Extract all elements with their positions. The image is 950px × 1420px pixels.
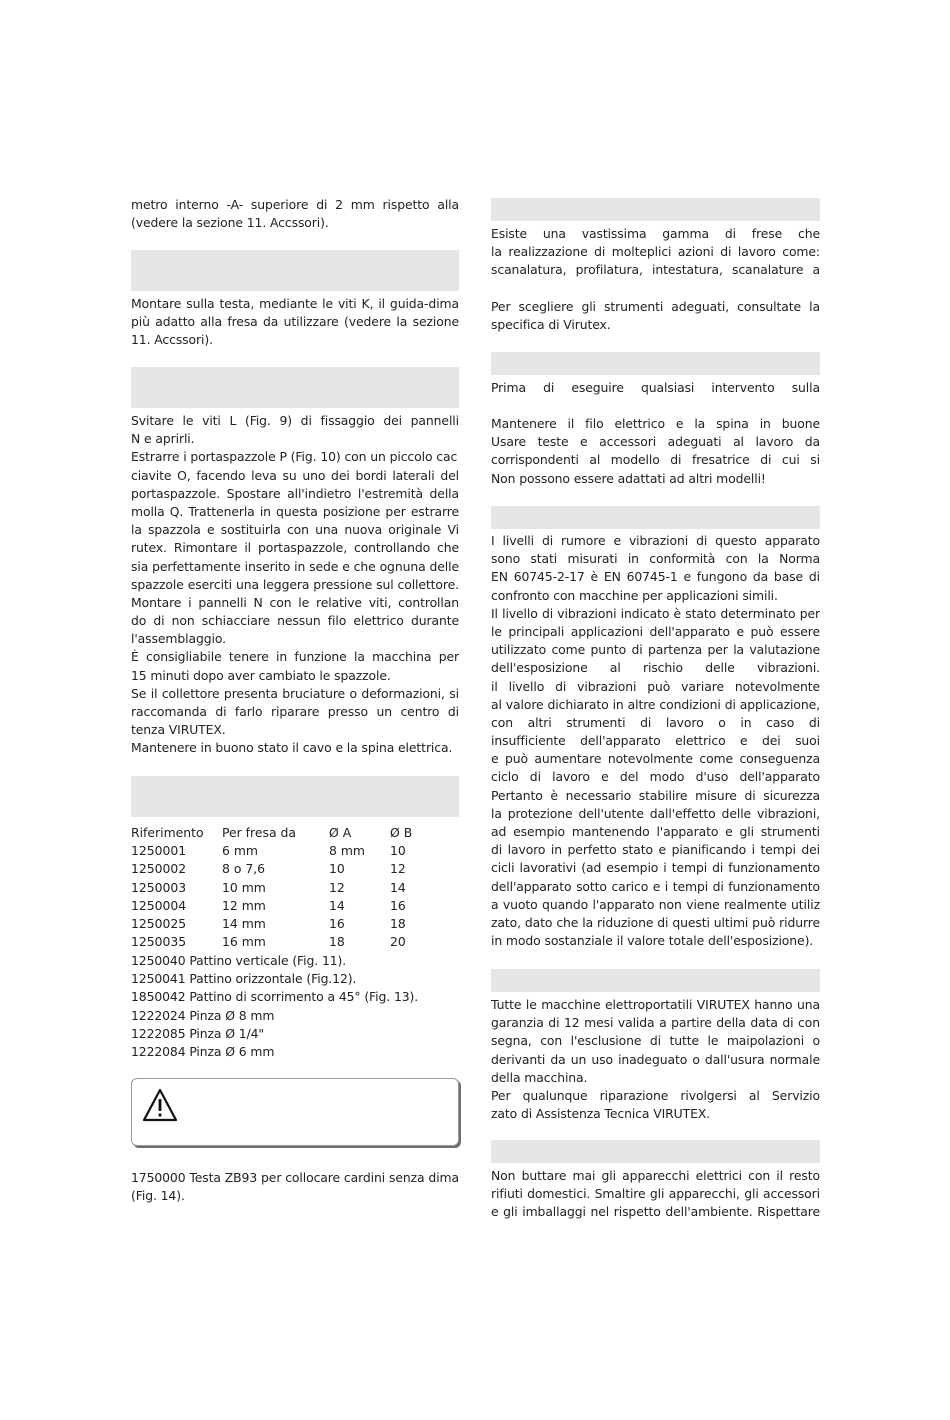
disposal-paragraph [491, 1167, 820, 1222]
section-header-bar [491, 1140, 820, 1163]
text-line: dell'esposizione al rischio delle vibrazioni. [491, 660, 820, 676]
table-cell: 1250004 [131, 897, 187, 913]
text-line: e può aumentare notevolmente come conseguenza [491, 751, 820, 767]
text-line: confronto con macchine per applicazioni simili. [491, 587, 778, 603]
text-line: Mantenere il filo elettrico e la spina in buone [491, 416, 820, 431]
section-header-bar [491, 352, 820, 375]
table-cell: 14 mm [222, 915, 266, 931]
text-line: Montare sulla testa, mediante le viti K, il guida-dima [131, 296, 459, 311]
text-line: la realizzazione di molteplici azioni di lavoro come: [491, 244, 820, 260]
text-line: zato di Assistenza Tecnica VIRUTEX. [491, 1106, 711, 1122]
text-line: corrispondenti al modello di fresatrice di cui si [491, 452, 820, 468]
text-line: N e aprirli. [131, 431, 195, 447]
text-line: e gli imballaggi nel rispetto dell'ambiente. Rispettare [491, 1204, 820, 1220]
text-line: sia perfettamente inserito in sede e che ognuna delle [131, 558, 459, 574]
text-line: 15 minuti dopo aver cambiato le spazzole. [131, 667, 391, 683]
noise-paragraph [491, 532, 820, 950]
brushes-paragraph [131, 412, 459, 758]
text-line: con altri strumenti di lavoro o in caso di [491, 714, 820, 730]
table-cell: 1250003 [131, 879, 187, 895]
list-item: 1250040 Pattino verticale (Fig. 11). [131, 953, 347, 968]
text-line: Pertanto è necessario stabilire misure di sicurezza [491, 787, 820, 803]
warranty-paragraph [491, 996, 820, 1123]
list-item: 1222084 Pinza Ø 6 mm [131, 1043, 275, 1059]
column-header: Ø A [329, 825, 352, 840]
section-header-bar [491, 969, 820, 992]
column-header: Ø B [390, 825, 413, 840]
table-cell: 8 o 7,6 [222, 861, 266, 877]
text-line: molla Q. Trattenerla in questa posizione per estrarre [131, 503, 459, 519]
text-line: È consigliabile tenere in funzione la macchina per [131, 649, 459, 665]
text-line: tenza VIRUTEX. [131, 722, 226, 738]
table-cell: 14 [329, 897, 345, 913]
head-paragraph [131, 1169, 459, 1205]
text-line: Per qualunque riparazione rivolgersi al Servizio [491, 1087, 820, 1103]
table-cell: 16 mm [222, 934, 266, 950]
text-line: specifica di Virutex. [491, 317, 611, 333]
section-header-bar [131, 367, 459, 408]
text-line: (Fig. 14). [131, 1188, 185, 1204]
text-line: garanzia di 12 mesi valida a partire della data di con [491, 1015, 820, 1031]
text-line: portaspazzole. Spostare all'indietro l'estremità della [131, 485, 459, 501]
text-line: Mantenere in buono stato il cavo e la spina elettrica. [131, 740, 453, 756]
section-header-bar [491, 198, 820, 221]
table-row [131, 879, 459, 897]
text-line: Esiste una vastissima gamma di frese che [491, 226, 820, 241]
section-header-bar [491, 506, 820, 529]
text-line: segna, con l'esclusione di tutte le maipolazioni o [491, 1033, 820, 1049]
table-cell: 20 [390, 934, 406, 950]
text-line: raccomanda di farlo riparare presso un centro di [131, 704, 459, 719]
table-cell: 18 [329, 934, 345, 950]
table-cell: 12 mm [222, 897, 266, 913]
table-cell: 1250035 [131, 934, 187, 950]
text-line: Non buttare mai gli apparecchi elettrici con il resto [491, 1168, 820, 1183]
text-line: utilizzato come punto di partenza per la valutazione [491, 642, 820, 658]
table-row [131, 933, 459, 951]
table-row [131, 842, 459, 860]
text-line: spazzole eserciti una leggera pressione sul collettore. [131, 576, 459, 592]
table-cell: 1250025 [131, 915, 187, 931]
text-line: dell'apparato sotto carico e i tempi di funzionamento [491, 878, 820, 894]
text-line: rifiuti domestici. Smaltire gli apparecchi, gli accessori [491, 1186, 820, 1202]
accessories-list [131, 952, 459, 1061]
text-line: di lavoro in perfetto stato e pianificando i tempi dei [491, 842, 820, 858]
table-row [131, 860, 459, 878]
cutters-paragraph-2 [491, 298, 820, 334]
table-cell: 10 mm [222, 879, 266, 895]
text-line: Usare teste e accessori adeguati al lavoro da [491, 434, 820, 450]
text-line: cicli lavorativi (ad esempio i tempi di funzionamento [491, 860, 820, 876]
list-item: 1222024 Pinza Ø 8 mm [131, 1007, 275, 1023]
section-header-bar [131, 776, 459, 817]
text-line: 11. Accssori). [131, 332, 213, 348]
text-line: la spazzola e sostituirla con una nuova originale Vi [131, 522, 459, 538]
table-cell: 10 [390, 843, 406, 859]
text-line: Il livello di vibrazioni indicato è stato determinato per [491, 605, 820, 621]
table-cell: 6 mm [222, 843, 258, 859]
text-line: EN 60745-2-17 è EN 60745-1 e fungono da base di [491, 569, 820, 585]
section-header-bar [131, 250, 459, 291]
text-line: I livelli di rumore e vibrazioni di questo apparato [491, 533, 820, 548]
text-line: 1750000 Testa ZB93 per collocare cardini senza dima [131, 1170, 459, 1185]
list-item: 1850042 Pattino di scorrimento a 45° (Fig. 13). [131, 989, 419, 1005]
text-line: ciclo di lavoro e del modo d'uso dell'apparato [491, 769, 820, 785]
table-cell: 10 [329, 861, 345, 877]
text-line: la protezione dell'utente dall'effetto delle vibrazioni, [491, 805, 820, 821]
table-cell: 1250001 [131, 843, 187, 859]
maintenance-paragraph-2 [491, 415, 820, 488]
table-row [131, 897, 459, 915]
text-line: insufficiente dell'apparato elettrico e dei suoi [491, 733, 820, 749]
table-cell: 18 [390, 915, 406, 931]
list-item: 1250041 Pattino orizzontale (Fig.12). [131, 971, 357, 987]
table-header-row [131, 824, 459, 842]
text-line: zato, dato che la riduzione di questi ultimi può ridurre [491, 914, 820, 930]
accessories-table [131, 824, 459, 951]
warning-triangle-icon [142, 1087, 178, 1123]
text-line: scanalatura, profilatura, intestatura, scanalature a [491, 262, 820, 278]
table-cell: 16 [329, 915, 345, 931]
list-item: 1222085 Pinza Ø 1/4" [131, 1025, 264, 1041]
text-line: derivanti da un uso inadeguato o dall'usura normale [491, 1051, 820, 1067]
table-cell: 12 [329, 879, 345, 895]
text-line: in modo sostanziale il valore totale dell'esposizione). [491, 933, 814, 949]
text-line: a vuoto quando l'apparato non viene realmente utiliz [491, 896, 820, 912]
cutters-paragraph [491, 225, 820, 280]
text-line: metro interno -A- superiore di 2 mm rispetto alla [131, 197, 459, 212]
text-line: Tutte le macchine elettroportatili VIRUTEX hanno una [491, 997, 820, 1012]
text-line: l'assemblaggio. [131, 631, 226, 647]
table-cell: 8 mm [329, 843, 365, 859]
template-paragraph [131, 295, 459, 350]
column-header: Per fresa da [222, 825, 296, 840]
intro-paragraph [131, 196, 459, 232]
text-line: della macchina. [491, 1069, 588, 1085]
text-line: ad esempio mantenendo l'apparato e gli strumenti [491, 824, 820, 839]
text-line: le principali applicazioni dell'apparato e può essere [491, 623, 820, 639]
text-line: sono stati misurati in conformità con la Norma [491, 551, 820, 567]
text-line: ciavite O, facendo leva su uno dei bordi laterali del [131, 467, 459, 483]
table-row [131, 915, 459, 933]
text-line: Se il collettore presenta bruciature o deformazioni, si [131, 685, 459, 701]
column-header: Riferimento [131, 825, 204, 840]
text-line: il livello di vibrazioni può variare notevolmente [491, 678, 820, 694]
table-cell: 12 [390, 861, 406, 877]
text-line: rutex. Rimontare il portaspazzole, controllando che [131, 540, 459, 556]
text-line: più adatto alla fresa da utilizzare (vedere la sezione [131, 314, 459, 330]
maintenance-paragraph [491, 379, 820, 397]
table-cell: 16 [390, 897, 406, 913]
warning-box [131, 1078, 459, 1146]
text-line: Svitare le viti L (Fig. 9) di fissaggio dei pannelli [131, 413, 459, 428]
text-line: do di non schiacciare nessun filo elettrico durante [131, 613, 459, 629]
text-line: al valore dichiarato in altre condizioni di applicazione, [491, 696, 820, 712]
table-cell: 1250002 [131, 861, 187, 877]
text-line: (vedere la sezione 11. Accssori). [131, 215, 329, 231]
text-line: Montare i pannelli N con le relative viti, controllan [131, 594, 459, 610]
text-line: Prima di eseguire qualsiasi intervento sulla [491, 380, 820, 395]
text-line: Estrarre i portaspazzole P (Fig. 10) con un piccolo cac [131, 449, 458, 465]
text-line: Non possono essere adattati ad altri modelli! [491, 470, 766, 486]
table-cell: 14 [390, 879, 406, 895]
text-line: Per scegliere gli strumenti adeguati, consultate la [491, 299, 820, 314]
